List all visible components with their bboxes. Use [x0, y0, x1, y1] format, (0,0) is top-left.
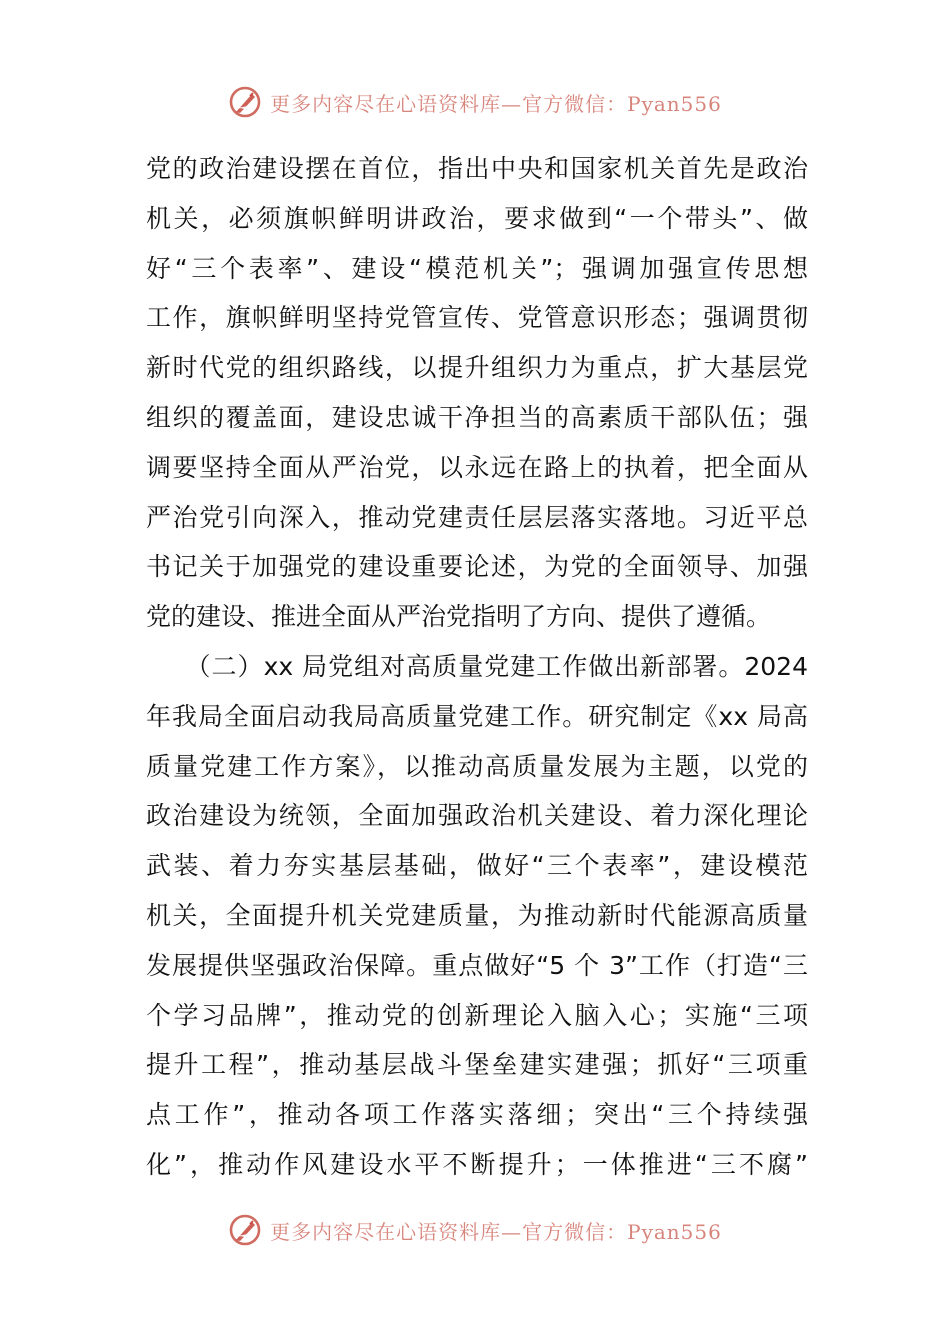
text-line: 新时代党的组织路线，以提升组织力为重点，扩大基层党	[146, 353, 808, 383]
quill-logo-icon	[228, 1213, 262, 1247]
watermark-banner-bottom	[0, 1210, 950, 1250]
text-line: 书记关于加强党的建设重要论述，为党的全面领导、加强	[146, 552, 808, 582]
text-line: 个学习品牌”，推动党的创新理论入脑入心；实施“三项	[146, 1000, 808, 1030]
document-body	[146, 144, 808, 1190]
text-line: 发展提供坚强政治保障。重点做好“5 个 3”工作（打造“三	[146, 950, 808, 980]
text-line: 政治建设为统领，全面加强政治机关建设、着力深化理论	[146, 801, 808, 831]
text-line: 好“三个表率”、建设“模范机关”；强调加强宣传思想	[146, 253, 808, 283]
text-line: 化”，推动作风建设水平不断提升；一体推进“三不腐”	[146, 1149, 808, 1179]
text-line: 工作，旗帜鲜明坚持党管宣传、党管意识形态；强调贯彻	[146, 303, 808, 333]
text-line: 点工作”，推动各项工作落实落细；突出“三个持续强	[146, 1100, 808, 1130]
watermark-text-top: 更多内容尽在心语资料库—官方微信：Pyan556	[270, 91, 722, 116]
quill-logo-icon	[228, 85, 262, 119]
text-line: 调要坚持全面从严治党，以永远在路上的执着，把全面从	[146, 452, 808, 482]
text-line: 党的建设、推进全面从严治党指明了方向、提供了遵循。	[146, 602, 772, 632]
text-line: 严治党引向深入，推动党建责任层层落实落地。习近平总	[146, 502, 808, 532]
watermark-text-bottom: 更多内容尽在心语资料库—官方微信：Pyan556	[270, 1219, 722, 1244]
watermark-banner-top	[0, 82, 950, 122]
text-line: 年我局全面启动我局高质量党建工作。研究制定《xx 局高	[146, 701, 808, 731]
text-line: 机关，必须旗帜鲜明讲政治，要求做到“一个带头”、做	[146, 203, 808, 233]
text-line: 提升工程”，推动基层战斗堡垒建实建强；抓好“三项重	[146, 1050, 808, 1080]
text-line: 质量党建工作方案》，以推动高质量发展为主题，以党的	[146, 751, 808, 781]
section-heading-line: （二）xx 局党组对高质量党建工作做出新部署。2024	[146, 651, 808, 681]
text-line: 机关，全面提升机关党建质量，为推动新时代能源高质量	[146, 900, 808, 930]
text-line: 武装、着力夯实基层基础，做好“三个表率”，建设模范	[146, 851, 808, 881]
text-line: 组织的覆盖面，建设忠诚干净担当的高素质干部队伍；强	[146, 402, 808, 432]
text-line: 党的政治建设摆在首位，指出中央和国家机关首先是政治	[146, 154, 808, 183]
